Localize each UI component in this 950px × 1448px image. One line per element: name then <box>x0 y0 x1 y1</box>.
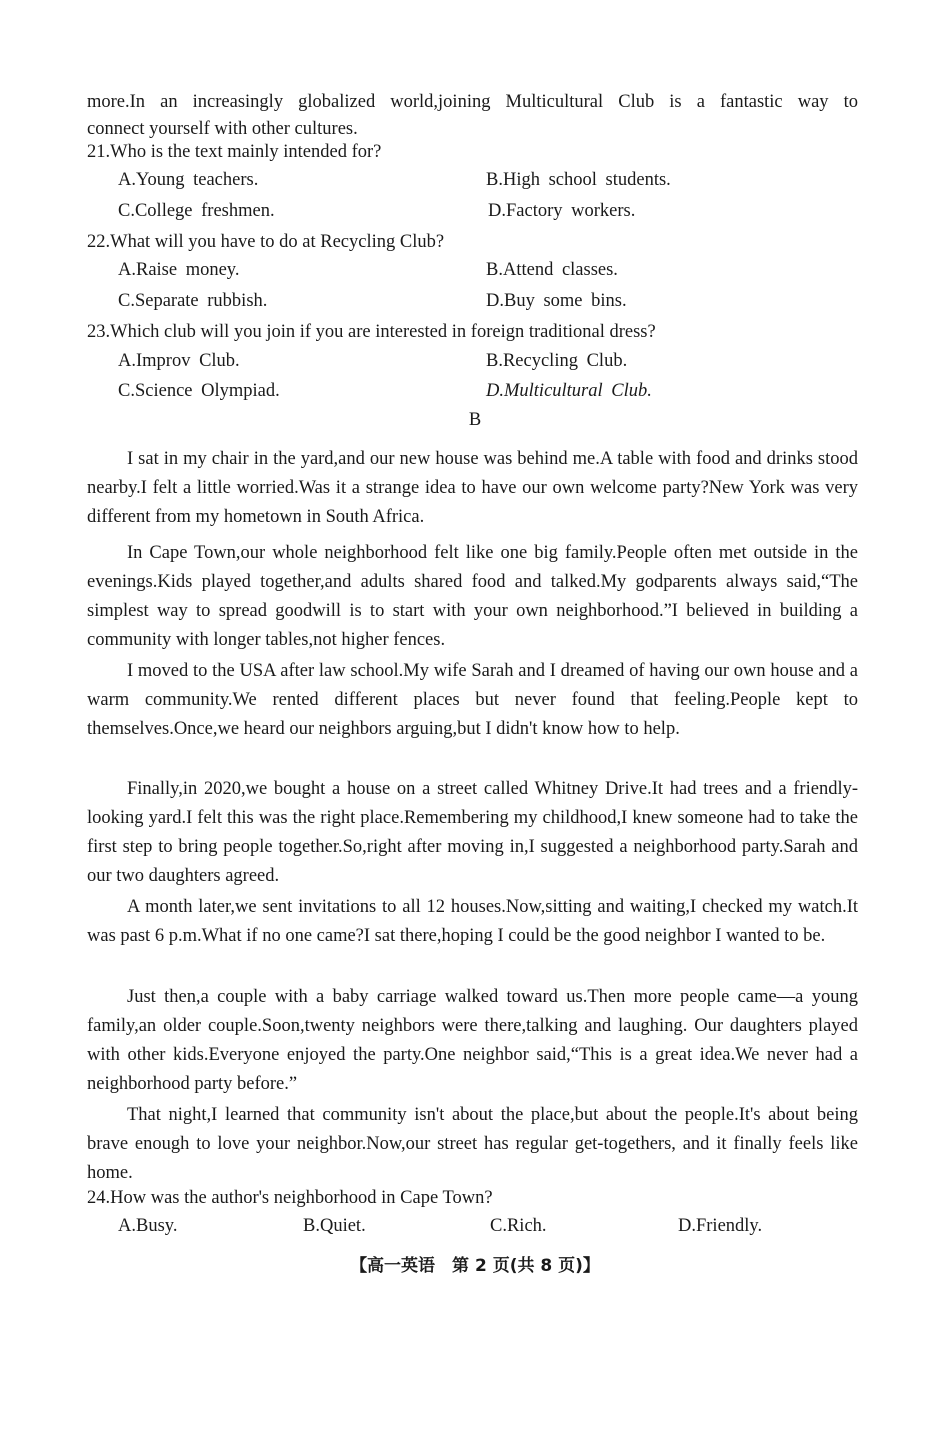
question-21-option-c: C.College freshmen. <box>118 201 275 221</box>
passage-paragraph-7: That night,I learned that community isn't about the place,but about the people.It's about being brave enough to love your neighbor.Now,our street has regular get-togethers, and it finally feels like home. <box>87 1105 858 1183</box>
intro-line-2: connect yourself with other cultures. <box>87 119 358 139</box>
question-24-option-a: A.Busy. <box>118 1216 178 1236</box>
page-footer: 【高一英语 第 2 页(共 8 页)】 <box>350 1256 600 1276</box>
question-21-option-d: D.Factory workers. <box>488 201 636 221</box>
question-23-stem: 23.Which club will you join if you are interested in foreign traditional dress? <box>87 322 656 342</box>
passage-paragraph-5: A month later,we sent invitations to all 12 houses.Now,sitting and waiting,I checked my watch.It was past 6 p.m.What if no one came?I sat there,hoping I could be the good neighbor I wanted to be. <box>87 897 858 946</box>
question-22-option-d: D.Buy some bins. <box>486 291 627 311</box>
passage-paragraph-3: I moved to the USA after law school.My wife Sarah and I dreamed of having our own house and a warm community.We rented different places but never found that feeling.People kept to themselves.Once,we heard our neighbors arguing,but I didn't know how to help. <box>87 661 858 739</box>
passage-paragraph-4: Finally,in 2020,we bought a house on a street called Whitney Drive.It had trees and a friendly-looking yard.I felt this was the right place.Remembering my childhood,I knew someone had to take the first step to bring people together.So,right after moving in,I suggested a neighborhood party.Sarah and our two daughters agreed. <box>87 779 858 886</box>
question-24-stem: 24.How was the author's neighborhood in Cape Town? <box>87 1188 493 1208</box>
passage-paragraph-2: In Cape Town,our whole neighborhood felt like one big family.People often met outside in the evenings.Kids played together,and adults shared food and talked.My godparents always said,“The simplest way to spread goodwill is to start with your own neighborhood.”I believed in building a community with longer tables,not higher fences. <box>87 543 858 650</box>
question-24-option-c: C.Rich. <box>490 1216 547 1236</box>
question-23-option-b: B.Recycling Club. <box>486 351 628 371</box>
question-21-option-b: B.High school students. <box>486 170 671 190</box>
question-21-stem: 21.Who is the text mainly intended for? <box>87 142 382 162</box>
question-23-option-c: C.Science Olympiad. <box>118 381 280 401</box>
section-b-heading: B <box>468 410 482 430</box>
question-24-option-b: B.Quiet. <box>303 1216 366 1236</box>
question-22-stem: 22.What will you have to do at Recycling Club? <box>87 232 445 252</box>
question-22-option-a: A.Raise money. <box>118 260 240 280</box>
question-22-option-c: C.Separate rubbish. <box>118 291 268 311</box>
question-23-option-a: A.Improv Club. <box>118 351 240 371</box>
intro-line-1: more.In an increasingly globalized world,joining Multicultural Club is a fantastic way to <box>87 92 858 112</box>
question-23-option-d: D.Multicultural Club. <box>486 381 652 401</box>
passage-paragraph-6: Just then,a couple with a baby carriage walked toward us.Then more people came—a young family,an older couple.Soon,twenty neighbors were there,talking and laughing. Our daughters played with other kids.Everyone enjoyed the party.One neighbor said,“This is a great idea.We never had a neighborhood party before.” <box>87 987 858 1094</box>
question-21-option-a: A.Young teachers. <box>118 170 259 190</box>
passage-paragraph-1: I sat in my chair in the yard,and our new house was behind me.A table with food and drinks stood nearby.I felt a little worried.Was it a strange idea to have our own welcome party?New York was very different from my hometown in South Africa. <box>87 449 858 527</box>
question-22-option-b: B.Attend classes. <box>486 260 618 280</box>
question-24-option-d: D.Friendly. <box>678 1216 763 1236</box>
